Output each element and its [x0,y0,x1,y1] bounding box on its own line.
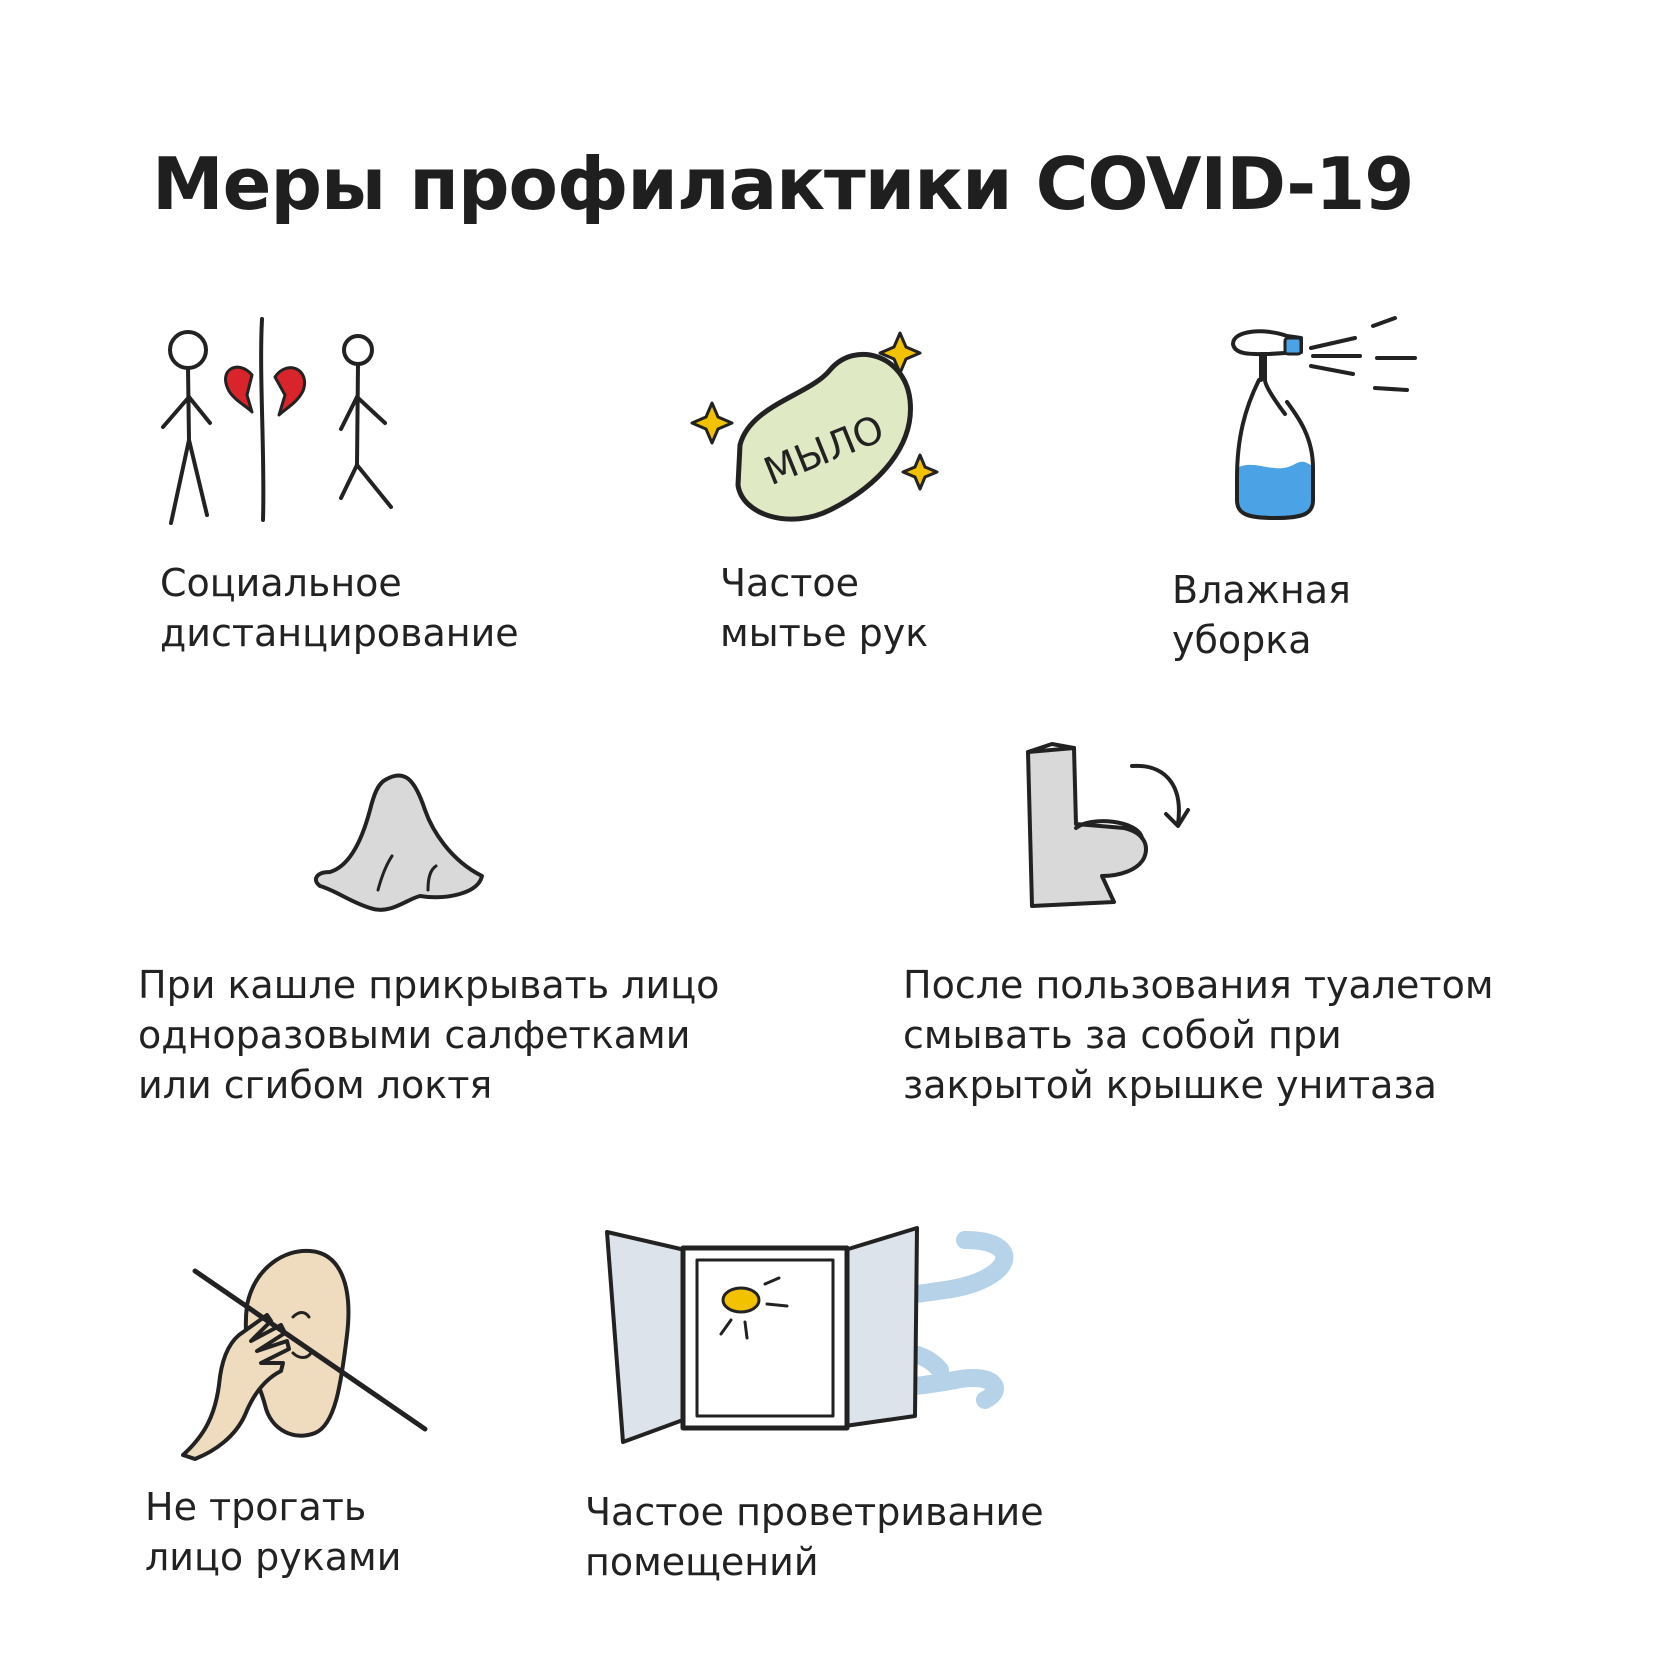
soap-icon [690,325,940,535]
caption-toilet-flush: После пользования туалетом смывать за собой при закрытой крышке унитаза [903,963,1494,1107]
caption-ventilation: Частое проветривание помещений [585,1490,1044,1584]
caption-hand-washing: Частое мытье рук [720,561,929,655]
svg-text:МЫЛО: МЫЛО [757,406,890,494]
caption-social-distancing: Социальное дистанцирование [160,561,519,655]
no-face-touch-icon [175,1245,435,1460]
caption-cough-cover: При кашле прикрывать лицо одноразовыми салфетками или сгибом локтя [138,963,720,1107]
caption-wet-cleaning: Влажная уборка [1172,568,1351,662]
toilet-icon [1020,740,1200,910]
spray-bottle-icon [1225,318,1425,528]
page-title: Меры профилактики COVID-19 [152,142,1414,226]
caption-no-face-touch: Не трогать лицо руками [145,1485,402,1579]
open-window-icon [605,1220,1025,1450]
social-distance-icon [155,315,405,530]
tissue-icon [310,770,500,915]
